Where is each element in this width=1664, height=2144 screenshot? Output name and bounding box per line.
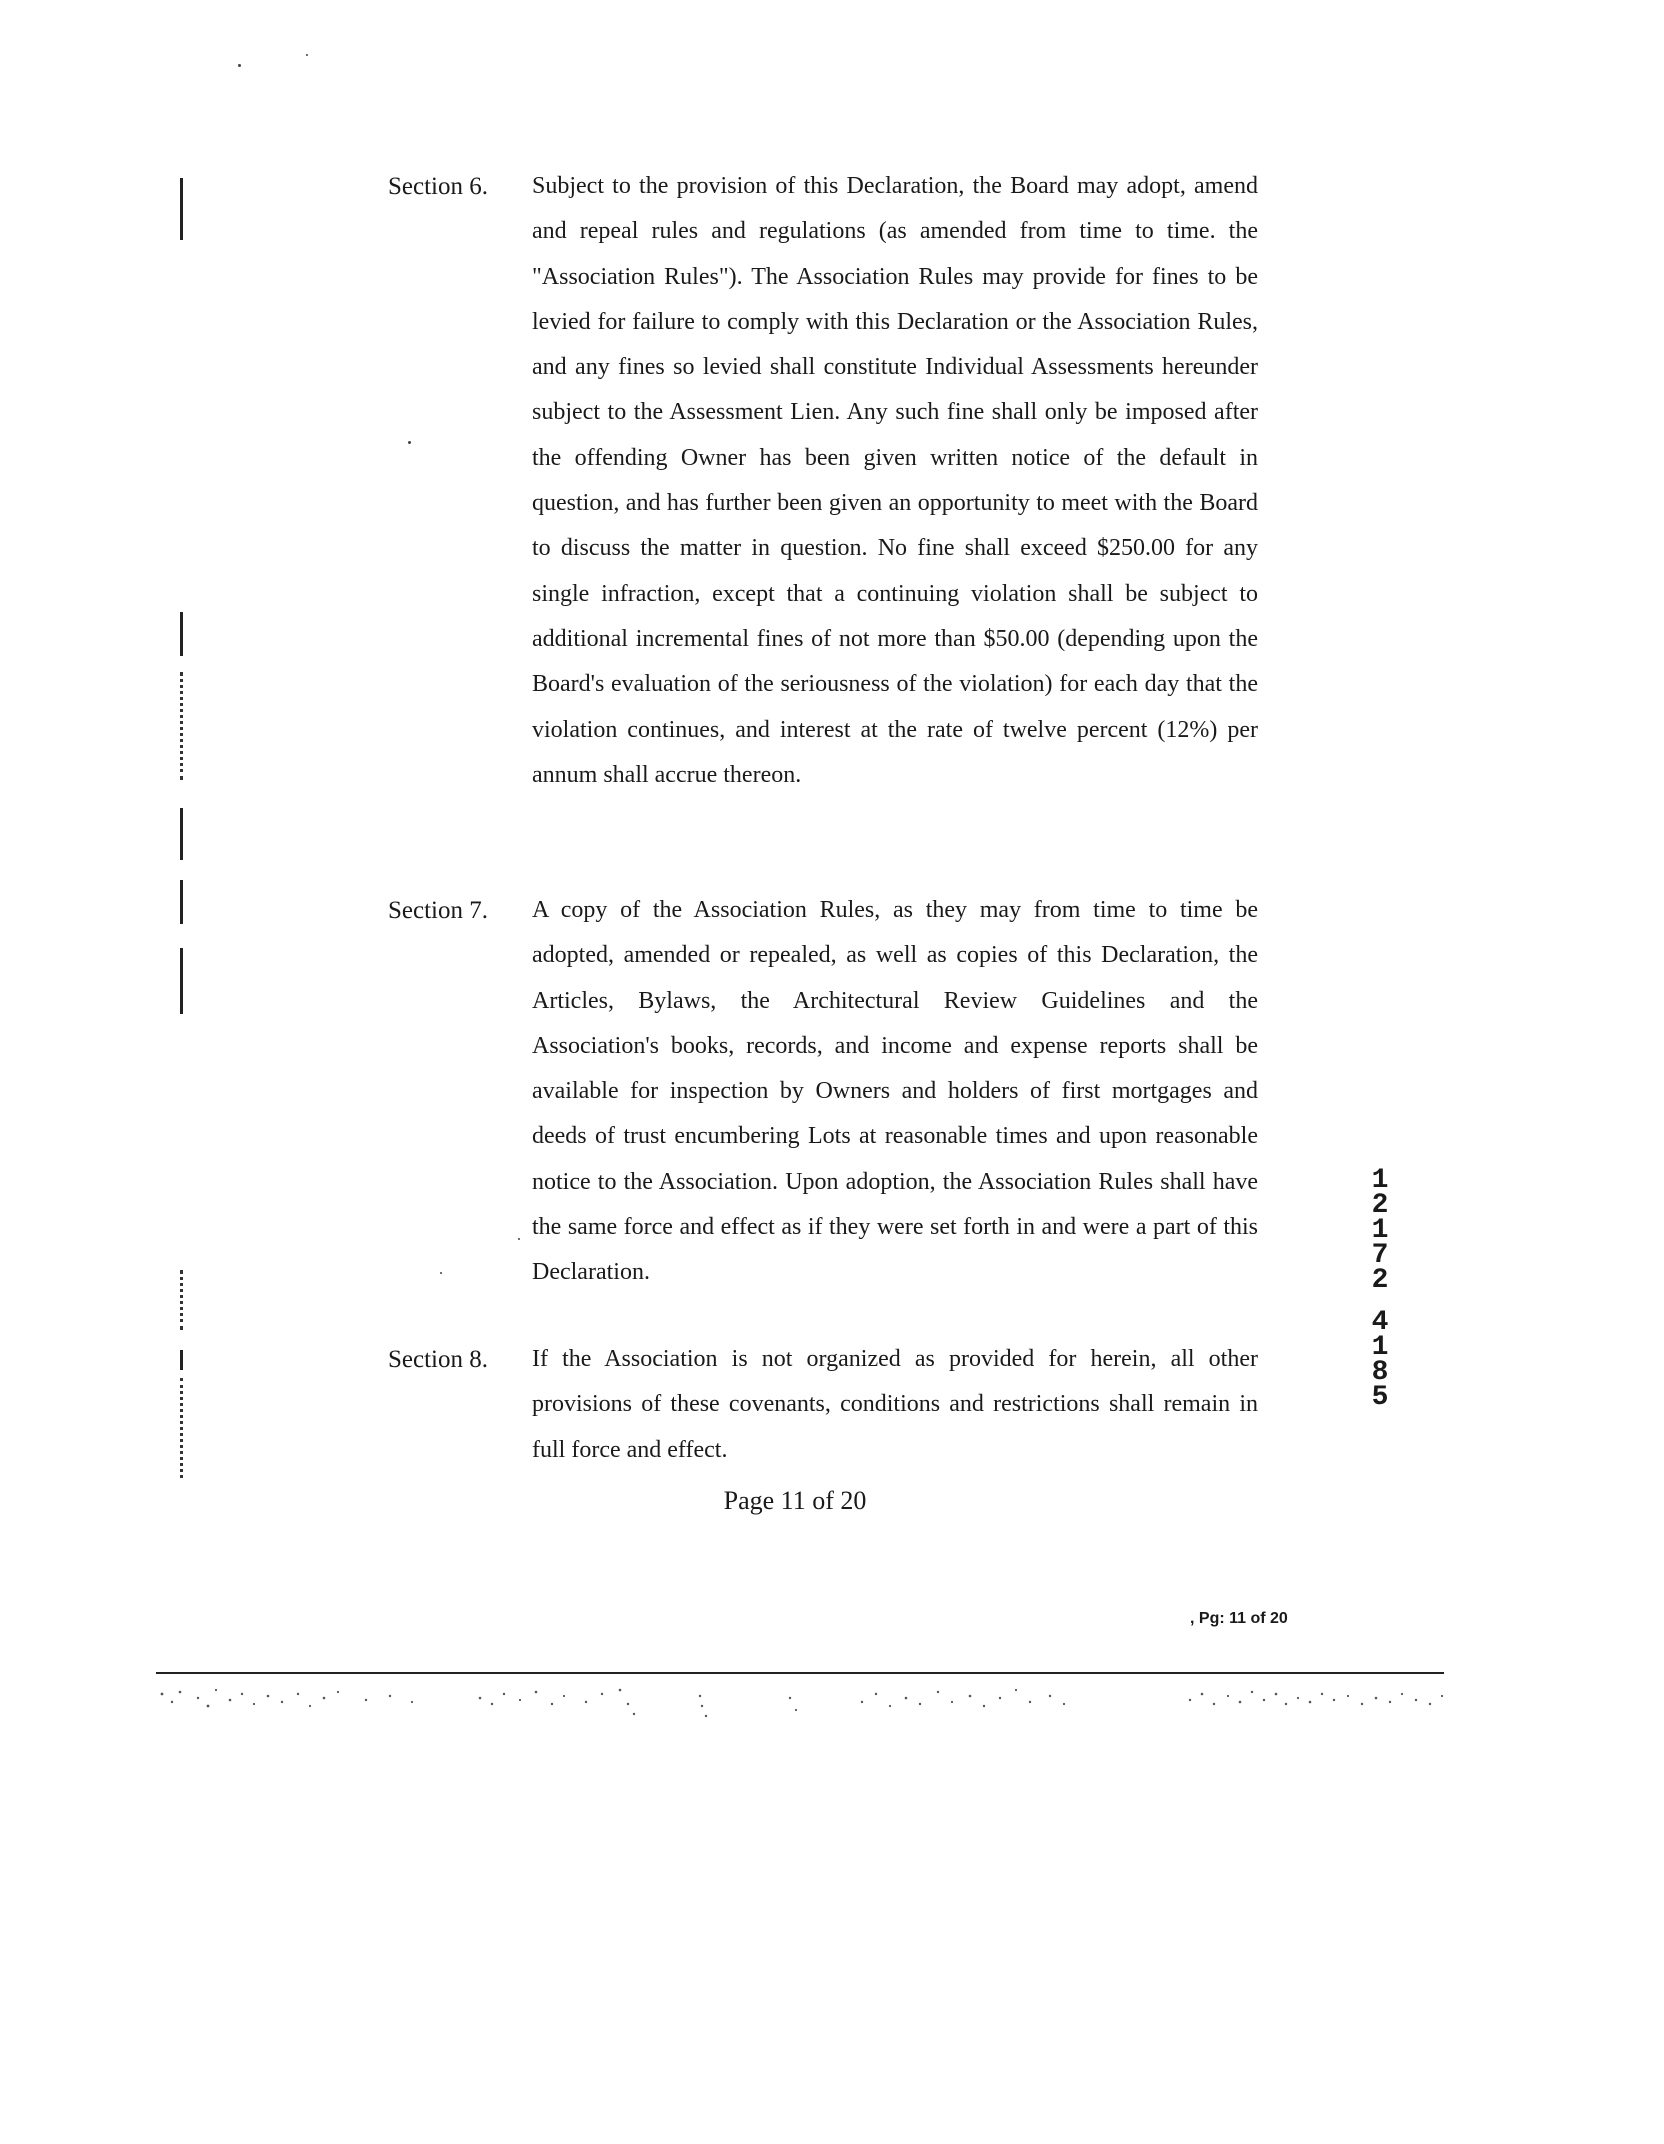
- section-label: Section 8.: [388, 1346, 488, 1373]
- section-body: A copy of the Association Rules, as they may from time to time be adopted, amended or repealed, as well as copies of this Declaration, the Articles, Bylaws, the Architectural Review Guidelines and the Association's books, records, and income and expense reports shall be available for inspection by Owners and holders of first mortgages and deeds of trust encumbering Lots at reasonable times and upon reasonable notice to the Association. Upon adoption, the Association Rules shall have the same force and effect as if they were set forth in and were a part of this Declaration.: [532, 897, 1258, 1286]
- section-label: Section 6.: [388, 173, 488, 200]
- speck: [306, 54, 308, 56]
- margin-dots: [180, 1270, 186, 1330]
- recording-digit: 7: [1371, 1240, 1389, 1271]
- speck: [408, 441, 411, 444]
- recording-digit: 1: [1371, 1165, 1389, 1196]
- recording-digit: 1: [1371, 1332, 1389, 1363]
- section-label: Section 7.: [388, 897, 488, 924]
- margin-bar: [180, 808, 183, 860]
- margin-bar: [180, 612, 183, 656]
- section-body: If the Association is not organized as provided for herein, all other provisions of these covenants, conditions and restrictions shall remain in full force and effect.: [532, 1346, 1258, 1463]
- recording-digit: 4: [1371, 1307, 1389, 1338]
- recording-digit: 1: [1371, 1215, 1389, 1246]
- margin-bar: [180, 880, 183, 924]
- section-body: Subject to the provision of this Declaration, the Board may adopt, amend and repeal rules and regulations (as amended from time to time. the "Association Rules"). The Association Rules may provide for fines to be levied for failure to comply with this Declaration or the Association Rules, and any fines so levied shall constitute Individual Assessments hereunder subject to the Assessment Lien. Any such fine shall only be imposed after the offending Owner has been given written notice of the default in question, and has further been given an opportunity to meet with the Board to discuss the matter in question. No fine shall exceed $250.00 for any single infraction, except that a continuing violation shall be subject to additional incremental fines of not more than $50.00 (depending upon the Board's evaluation of the seriousness of the violation) for each day that the violation continues, and interest at the rate of twelve percent (12%) per annum shall accrue thereon.: [532, 173, 1258, 788]
- recording-digit: 2: [1371, 1190, 1389, 1221]
- margin-bar: [180, 178, 183, 240]
- footer-rule: [156, 1672, 1444, 1674]
- recording-digit: 2: [1371, 1265, 1389, 1296]
- recording-number-top: [1366, 1165, 1394, 1296]
- recording-number-bottom: [1366, 1307, 1394, 1413]
- footer-page-reference: , Pg: 11 of 20: [1190, 1610, 1288, 1627]
- recording-digit: 8: [1371, 1357, 1389, 1388]
- speck: [238, 64, 241, 67]
- speck: [440, 1272, 442, 1274]
- margin-dots: [180, 672, 186, 780]
- margin-bar: [180, 1350, 183, 1370]
- speck: [518, 1238, 520, 1240]
- page-number: Page 11 of 20: [723, 1486, 867, 1515]
- scan-noise: [150, 1680, 1450, 1740]
- recording-digit: 5: [1371, 1382, 1389, 1413]
- margin-dots: [180, 1378, 186, 1478]
- margin-bar: [180, 948, 183, 1014]
